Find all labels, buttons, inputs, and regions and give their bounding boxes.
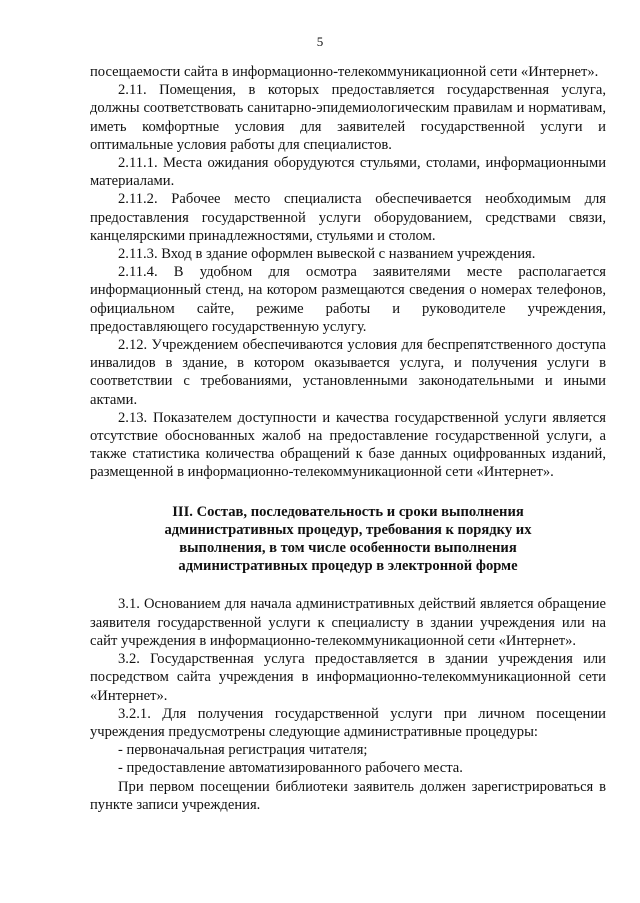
section-heading-line: административных процедур, требования к порядку их xyxy=(164,521,532,538)
section-heading-line: выполнения, в том числе особенности выполнения xyxy=(179,540,517,557)
paragraph-2-11-1: 2.11.1. Места ожидания оборудуются стульями, столами, информационными материалами. xyxy=(90,155,606,190)
paragraph-2-11-4: 2.11.4. В удобном для осмотра заявителями месте располагается информационный стенд, на котором размещаются сведения о номерах телефонов, официальном сайте, режиме работы и руководителе учреждения, предоставляющего государственную услугу. xyxy=(90,264,606,335)
paragraph-3-2-1: 3.2.1. Для получения государственной услуги при личном посещении учреждения предусмотрены следующие административные процедуры: xyxy=(90,705,606,740)
section-heading-line: административных процедур в электронной форме xyxy=(178,558,518,575)
page-number: 5 xyxy=(316,34,324,49)
list-item: - первоначальная регистрация читателя; xyxy=(118,742,368,759)
paragraph-2-11-2: 2.11.2. Рабочее место специалиста обеспечивается необходимым для предоставления государственной услуги оборудованием, средствами связи, канцелярскими принадлежностями, стульями и столом. xyxy=(90,191,606,244)
paragraph-2-11-3: 2.11.3. Вход в здание оформлен вывеской с названием учреждения. xyxy=(118,246,536,263)
section-heading-line: III. Состав, последовательность и сроки выполнения xyxy=(172,503,524,520)
paragraph-first-visit: При первом посещении библиотеки заявитель должен зарегистрироваться в пункте записи учреждения. xyxy=(90,778,606,813)
section-heading xyxy=(90,503,606,576)
paragraph-3-1: 3.1. Основанием для начала административных действий является обращение заявителя государственной услуги к специалисту в здании учреждения или на сайт учреждения в информационно-телекоммуникационной сети «Интернет». xyxy=(90,596,606,649)
list-item: - предоставление автоматизированного рабочего места. xyxy=(118,760,463,777)
paragraph-continuation: посещаемости сайта в информационно-телекоммуникационной сети «Интернет». xyxy=(90,64,599,80)
paragraph-2-11: 2.11. Помещения, в которых предоставляется государственная услуга, должны соответствовать санитарно-эпидемиологическим правилам и нормативам, иметь комфортные условия для заявителей государственной услуги и оптимальные условия работы для специалистов. xyxy=(90,82,606,153)
page-content xyxy=(90,63,606,814)
paragraph-3-2: 3.2. Государственная услуга предоставляется в здании учреждения или посредством сайта учреждения в информационно-телекоммуникационной сети «Интернет». xyxy=(90,651,606,704)
paragraph-2-12: 2.12. Учреждением обеспечиваются условия для беспрепятственного доступа инвалидов в здание, в котором оказывается услуга, и получения услуги в соответствии с требованиями, установленными законодательными и иными актами. xyxy=(90,337,606,408)
paragraph-2-13: 2.13. Показателем доступности и качества государственной услуги является отсутствие обоснованных жалоб на предоставление государственной услуги, а также статистика количества обращений к базе данных оцифрованных изданий, размещенной в информационно-телекоммуникационной сети «Интернет». xyxy=(90,409,606,481)
